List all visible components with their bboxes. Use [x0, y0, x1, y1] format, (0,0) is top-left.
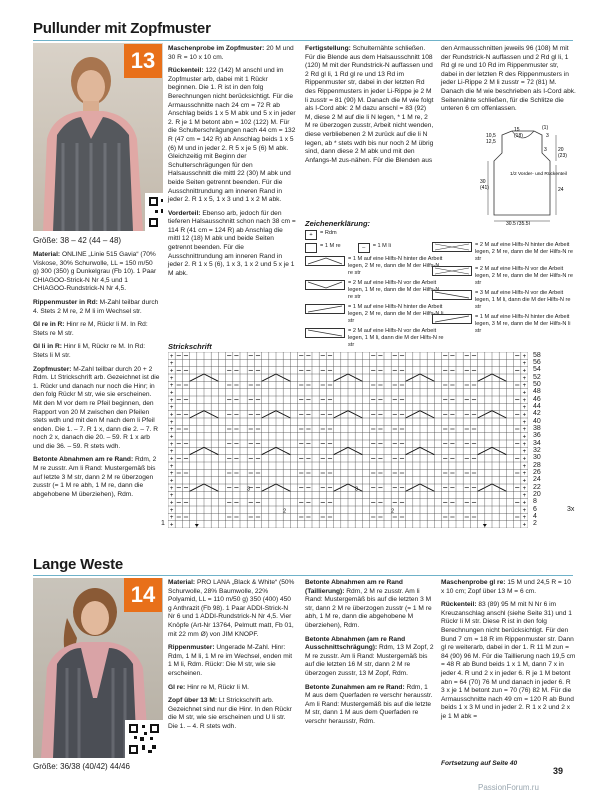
- edge-stitch-mark: +: [522, 522, 527, 528]
- edge-stitch-mark: +: [169, 456, 174, 463]
- row-number: 24: [533, 476, 541, 484]
- edge-stitch-mark: +: [522, 419, 527, 426]
- paragraph: Gl re in R: Hinr re M, Rückr li M. In Rd: Stets re M str.: [33, 321, 148, 337]
- row-number: 20: [533, 490, 541, 498]
- row-number: 44: [533, 402, 541, 410]
- row-number: 2: [533, 520, 537, 528]
- edge-stitch-mark: +: [522, 427, 527, 434]
- text-column-3: [305, 45, 435, 170]
- repeat-label: 3x: [567, 506, 575, 513]
- edge-stitch-mark: +: [169, 471, 174, 478]
- edge-stitch-mark: +: [169, 397, 174, 404]
- row-number: 36: [533, 432, 541, 440]
- edge-stitch-mark: +: [522, 449, 527, 456]
- page-number: 39: [553, 766, 564, 776]
- text-column-1: [168, 579, 296, 737]
- legend-item: = 1 M auf eine Hilfs-N hinter die Arbeit legen, 2 M re, dann die M der Hilfs-N re str: [305, 256, 445, 277]
- chart-inner-number: 2: [283, 508, 286, 515]
- paragraph: Gl li in R: Hinr li M, Rückr re M. In Rd: Stets li M str.: [33, 343, 146, 359]
- paragraph: Betonte Abnahmen am re Rand (Taillierung): Rdm, 2 M re zusstr. Am li Rand: Mustergemäß bis auf die letzten 3 M str, dann 2 M re überzogen zusstr (= 1 M re abh, 1 M re, dann die abgehobene M überziehen), Rdm.: [305, 579, 432, 629]
- edge-stitch-mark: +: [522, 493, 527, 500]
- edge-stitch-mark: +: [169, 493, 174, 500]
- schematic-label: (1): [542, 125, 549, 131]
- divider: [33, 40, 573, 41]
- row-number: 48: [533, 388, 541, 396]
- edge-stitch-mark: +: [169, 441, 174, 448]
- edge-stitch-mark: +: [522, 397, 527, 404]
- edge-stitch-mark: +: [522, 507, 527, 514]
- edge-stitch-mark: +: [169, 368, 174, 375]
- edge-stitch-mark: +: [522, 441, 527, 448]
- schematic-label: (41): [480, 185, 489, 191]
- text-column-2: [168, 45, 296, 283]
- edge-stitch-mark: +: [169, 515, 174, 522]
- edge-stitch-mark: +: [522, 383, 527, 390]
- chart-inner-number: 3: [247, 486, 250, 493]
- edge-stitch-mark: +: [522, 368, 527, 375]
- schematic-label: 12,5: [486, 139, 496, 145]
- legend-item: = 2 M auf eine Hilfs-N hinter die Arbeit legen, 2 M re, dann die M der Hilfs-N re str: [432, 242, 577, 263]
- schematic-label: 24: [558, 187, 564, 193]
- edge-stitch-mark: +: [169, 485, 174, 492]
- edge-stitch-mark: +: [169, 449, 174, 456]
- row-number: 38: [533, 424, 541, 432]
- section-title: Lange Weste: [33, 556, 124, 573]
- paragraph: Rückenteil: 83 (89) 95 M mit N Nr 6 im Kreuzanschlag anschl (siehe Seite 31) und 1 Rückr li M str. Diese R ist in den folg Berechnungen nicht berücksichtigt. Für den Bund 7 cm = 18 R im Rippenmuster str. Dann gl re weiterarb, dabei in der 1. R 11 M zun = 84 (90) 96 M. Für die Taillierung nach 19,5 cm = 48 R ab Bund beids 1 x 1 M, dann 7 x in jeder 4. R und 2 x in jeder 6. R je 1 M betont abn = 64 (70) 76 M und danach in jeder 6. R 3 x je 1 M betont zun = 70 (76) 82 M. Für die Armausschnitte nach 49 cm = 120 R ab Bund beids 1 x 3 M und in jeder 2. R 1 x 2 und 2 x je 1 M abk =: [441, 601, 576, 720]
- size-line: [33, 236, 168, 245]
- knitting-chart: [168, 352, 528, 528]
- legend-item: = 2 M auf eine Hilfs-N vor die Arbeit legen, 1 M li, dann die M der Hilfs-N re str: [305, 328, 445, 349]
- paragraph: Zopfmuster: M-Zahl teilbar durch 20 + 2 Rdm. Lt Strickschrift arb. Gezeichnet ist die 1. Rückr und danach nur noch die Hinr; in den folg Rückr M str, wie sie erscheinen. Mit den M vor dem re Pfeil beginnen, den Rapport von 20 M zwischen den Pfeilen stets wdh und mit den M nach dem li Pfeil enden. Die 1. – 7. R 1 x, dann die 2. – 7. R noch 2 x, danach die 20. – 59. R 1 x arb und die 36. – 59. R stets wdh.: [33, 365, 160, 450]
- paragraph: Rippenmuster in Rd: M-Zahl teilbar durch 4. Stets 2 M re, 2 M li im Wechsel str.: [33, 298, 159, 315]
- paragraph: Betonte Zunahmen am re Rand: Rdm, 1 M aus dem Querfaden re verschr herausstr. Am li Rand: Mustergemäß bis auf die letzte M str, dann 1 M aus dem Querfaden re verschr herausstr, Rdm.: [305, 683, 433, 725]
- edge-stitch-mark: +: [522, 471, 527, 478]
- edge-stitch-mark: +: [522, 375, 527, 382]
- paragraph: Maschenprobe gl re: 15 M und 24,5 R = 10 x 10 cm; Zopf über 13 M = 6 cm.: [441, 579, 571, 595]
- row-number: 26: [533, 468, 541, 476]
- legend-column-left: [305, 230, 445, 352]
- edge-stitch-mark: +: [522, 515, 527, 522]
- legend-item: + = Rdm: [305, 230, 445, 240]
- edge-stitch-mark: +: [522, 434, 527, 441]
- row-number: 58: [533, 351, 541, 359]
- text-column-3: [441, 579, 576, 727]
- edge-stitch-mark: +: [522, 456, 527, 463]
- edge-stitch-mark: +: [169, 507, 174, 514]
- legend-item: = 3 M auf eine Hilfs-N vor die Arbeit legen, 1 M li, dann die M der Hilfs-N re str: [432, 290, 577, 311]
- paragraph: Gl re: Hinr re M, Rückr li M.: [168, 683, 249, 691]
- edge-stitch-mark: +: [169, 434, 174, 441]
- edge-stitch-mark: +: [169, 522, 174, 528]
- paragraph: den Armausschnitten jeweils 96 (108) M mit der Rundstrick-N auffassen und 2 Rd gl li, 1 Rd gl re und 10 Rd im Rippenmuster str, dabei in der letzten R des Rippenmusters in jeder Li-Rippe 2 M li zusstr = 72 (81) M. Danach die M wie beschrieben als I-Cord abk. Seitennähte schließen, für die Schlitze die unteren 6 cm offenlassen.: [441, 45, 576, 113]
- paragraph: Maschenprobe im Zopfmuster: 20 M und 30 R = 10 x 10 cm.: [168, 45, 294, 61]
- row-number: 52: [533, 373, 541, 381]
- paragraph: Material: ONLINE „Linie 515 Gavia“ (70% Viskose, 30% Schurwolle, LL = 150 m/50 g) 300 (350) g Dunkelgrau (Fb 10). 1 Paar CHIAGOO-Strick-N Nr 4,5 und 1 CHIAGOO-Rundstrick-N Nr 4,5.: [33, 251, 157, 293]
- row-number-column: [531, 352, 561, 528]
- chart-inner-number: 2: [391, 508, 394, 515]
- edge-stitch-mark: +: [522, 478, 527, 485]
- text-column-2: [305, 579, 435, 732]
- row-number: 30: [533, 454, 541, 462]
- legend-item: = 2 M auf eine Hilfs-N vor die Arbeit legen, 1 M re, dann die M der Hilfs-N re str: [305, 280, 445, 301]
- schematic-label: (18): [514, 133, 523, 139]
- edge-stitch-mark: +: [522, 463, 527, 470]
- section-title: Pullunder mit Zopfmuster: [33, 20, 211, 37]
- row-number: 32: [533, 446, 541, 454]
- paragraph: Zopf über 13 M: Lt Strickschrift arb. Gezeichnet sind nur die Hinr. In den Rückr die M str, wie sie erscheinen und U li str. Die 1. – 4. R stets wdh.: [168, 697, 292, 730]
- row-number: 28: [533, 461, 541, 469]
- schematic-label: 20: [558, 147, 564, 153]
- paragraph: Vorderteil: Ebenso arb, jedoch für den tieferen Halsausschnitt schon nach 38 cm = 114 R (41 cm = 124 R) ab Anschlag die mittl 12 (18) M abk und beide Seiten getrennt beenden. Für die Ausschnittrundung am inneren Rand in jeder 2. R 1 x 5 (6), 1 x 3, 1 x 2 und 5 x je 1 M abk.: [168, 209, 296, 277]
- row-number: 50: [533, 380, 541, 388]
- edge-stitch-mark: +: [169, 419, 174, 426]
- paragraph: Betonte Abnahmen (am re Rand Ausschnittschrägung): Rdm, 13 M Zopf, 2 M re zusstr. Am li Rand: Mustergemäß bis auf die letzten 16 M str, dann 2 M re überzogen zusstr, 13 M Zopf, Rdm.: [305, 635, 434, 677]
- row-number: 34: [533, 439, 541, 447]
- paragraph: Betonte Abnahmen am re Rand: Rdm, 2 M re zusstr. Am li Rand: Mustergemäß bis auf letzte 3 M str, dann 2 M re überzogen zusstr (= 1 M re abh, 1 M re, dann die abgehobene M überziehen), Rdm.: [33, 456, 157, 498]
- legend-item: = 1 M re – = 1 M li: [305, 243, 445, 253]
- edge-stitch-mark: +: [169, 412, 174, 419]
- paragraph: Material: PRO LANA „Black & White“ (50% Schurwolle, 28% Baumwolle, 22% Polyamid, LL = 110 m/50 g) 350 (400) 450 g Anthrazit (Fb 98). 1 Paar ADDI-Strick-N Nr 6 und 1 ADDI-Rundstrick-N Nr 4,5. Vier Knöpfe (Art-Nr 13764, Pelmutt matt, Fb 01, mit 22 mm Ø) von JIM KNOPF.: [168, 579, 295, 638]
- edge-stitch-mark: +: [522, 412, 527, 419]
- row-number: 54: [533, 366, 541, 374]
- text-column-4: [441, 45, 576, 119]
- qr-code-icon: [145, 193, 163, 231]
- legend-item: = 1 M auf eine Hilfs-N hinter die Arbeit legen, 3 M re, dann die M der Hilfs-N li str: [432, 314, 577, 335]
- schematic-label: 30: [480, 179, 486, 185]
- paragraph: Rückenteil: 122 (142) M anschl und im Zopfmuster arb, dabei mit 1 Rückr beginnen. Die 1. R ist in den folg Berechnungen nicht berücksichtigt. Für die Armausschnitte nach 24 cm = 72 R ab Anschlag beids 1 x 5 M abk und 5 x in jeder 2. R je 1 M betont abn = 102 (122) M. Für die Schulterschrägungen nach 44 cm = 132 R (47 cm = 142 R) ab Anschlag beids 1 x 5 (6) M und in jeder 2. R 5 x je 5 (6) M abk. Gleichzeitig mit Beginn der Schulterschrägungen für den Halsausschnitt die mittl 22 (30) M abk und beide Seiten getrennt beenden. Für die Ausschnittrundung am inneren Rand in jeder 2. R 1 x 5, 1 x 3 und 1 x 2 M abk.: [168, 67, 296, 204]
- chart-inner-number: 3: [355, 486, 358, 493]
- row-number: 40: [533, 417, 541, 425]
- qr-code-icon: [125, 720, 163, 758]
- pattern-number-badge: 14: [124, 578, 162, 612]
- pattern-number-badge: 13: [124, 44, 162, 78]
- repeat-arrow-icon: [195, 524, 199, 527]
- edge-stitch-mark: +: [169, 463, 174, 470]
- schematic-label: 3: [544, 147, 547, 153]
- edge-stitch-mark: +: [169, 383, 174, 390]
- schematic-label: (23): [558, 153, 567, 159]
- row-number: 6: [533, 505, 537, 513]
- edge-stitch-mark: +: [169, 427, 174, 434]
- row-number: 56: [533, 358, 541, 366]
- schematic-label: 10,5: [486, 133, 496, 139]
- schematic-label: 1/2 Vorder- und Rückenteil: [510, 172, 567, 177]
- watermark: PassionForum.ru: [478, 783, 539, 792]
- chart-title: Strickschrift: [168, 342, 212, 351]
- row-number: 4: [533, 512, 537, 520]
- edge-stitch-mark: +: [522, 390, 527, 397]
- garment-schematic: [480, 125, 580, 225]
- edge-stitch-mark: +: [169, 361, 174, 368]
- paragraph: Rippenmuster: Ungerade M-Zahl. Hinr: Rdm, 1 M li, 1 M re im Wechsel, enden mit 1 M li, Rdm. Rückr: Die M str, wie sie erscheinen.: [168, 644, 293, 677]
- divider: [33, 575, 573, 576]
- row-number: 46: [533, 395, 541, 403]
- legend-item: = 1 M auf eine Hilfs-N hinter die Arbeit legen, 2 M re, dann die M der Hilfs-N li str: [305, 304, 445, 325]
- edge-stitch-mark: +: [522, 353, 527, 360]
- legend-item: = 2 M auf eine Hilfs-N vor die Arbeit legen, 2 M re, dann die M der Hilfs-N re str: [432, 266, 577, 287]
- repeat-arrow-icon: [483, 524, 487, 527]
- edge-stitch-mark: +: [169, 478, 174, 485]
- edge-stitch-mark: +: [169, 405, 174, 412]
- row-number: 22: [533, 483, 541, 491]
- continuation-note: Fortsetzung auf Seite 40: [441, 760, 518, 767]
- legend-column-right: [432, 242, 577, 338]
- row-number: 42: [533, 410, 541, 418]
- edge-stitch-mark: +: [169, 375, 174, 382]
- edge-stitch-mark: +: [169, 500, 174, 507]
- row-number: 8: [533, 498, 537, 506]
- edge-stitch-mark: +: [522, 500, 527, 507]
- size-text: Größe: 38 – 42 (44 – 48): [33, 236, 122, 245]
- schematic-label: 15: [514, 127, 520, 133]
- edge-stitch-mark: +: [522, 405, 527, 412]
- legend-title: Zeichenerklärung:: [305, 219, 371, 228]
- edge-stitch-mark: +: [522, 361, 527, 368]
- size-text: Größe: 36/38 (40/42) 44/46: [33, 762, 130, 771]
- paragraph: Fertigstellung: Schulternähte schließen. Für die Blende aus dem Halsausschnitt 108 (120) M mit der Rundstrick-N auffassen und 2 Rd gl li, 1 Rd gl re und 13 Rd im Rippenmuster str, dabei in der letzten Rd des Rippenmusters in jeder Li-Rippe je 2 M li zusstr = 81 (90) M. Danach die M wie folgt als I-Cord abk: 2 M dazu anschl = 83 (92) M, diese 2 M auf die li N legen, * 1 M re, 2 M re überzogen zusstr, Arbeit nicht wenden, diese verbliebenen 2 M zurück auf die li N legen, ab * stets wdh bis nur noch 2 M übrig sind, dann diese 2 M abk und mit den Anfangs-M zus-nähen. Für die Blenden aus: [305, 45, 434, 164]
- schematic-label: 30,5 (35,5): [506, 221, 531, 225]
- schematic-label: 3: [546, 133, 549, 139]
- edge-stitch-mark: +: [169, 353, 174, 360]
- edge-stitch-mark: +: [522, 485, 527, 492]
- chart-start-label: 1: [161, 520, 165, 527]
- text-column-1: [33, 251, 160, 504]
- edge-stitch-mark: +: [169, 390, 174, 397]
